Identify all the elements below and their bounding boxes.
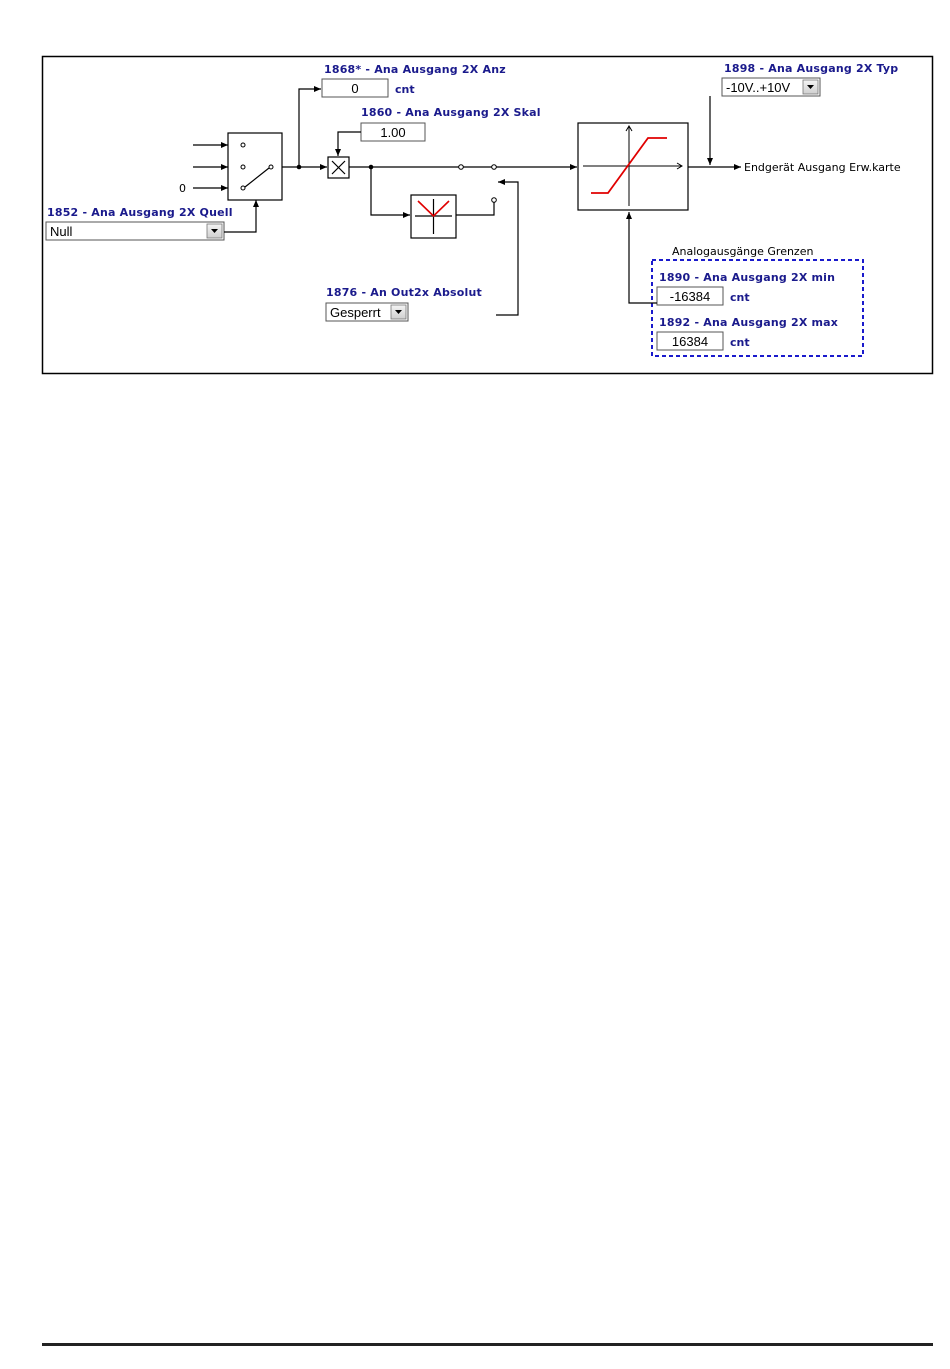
source-select[interactable]: [46, 222, 224, 240]
limit-min-input[interactable]: [657, 287, 723, 305]
chevron-down-icon[interactable]: [803, 80, 818, 94]
chevron-down-icon[interactable]: [391, 305, 406, 319]
absolute-select-value: Gesperrt: [330, 305, 381, 320]
scale-label: 1860 - Ana Ausgang 2X Skal: [361, 106, 541, 119]
abs-v-icon: [411, 195, 456, 238]
footer-rule: [42, 1343, 933, 1346]
display-unit: cnt: [395, 83, 415, 96]
scale-input[interactable]: [361, 123, 425, 141]
output-label: Endgerät Ausgang Erw.karte: [744, 161, 901, 174]
scale-value: 1.00: [380, 125, 406, 140]
display-label: 1868* - Ana Ausgang 2X Anz: [324, 63, 506, 76]
limit-max-unit: cnt: [730, 336, 750, 349]
source-select-value: Null: [50, 224, 73, 239]
absolute-select[interactable]: [326, 303, 408, 321]
limit-min-value: -16384: [669, 289, 711, 304]
chevron-down-icon[interactable]: [207, 224, 222, 238]
type-select[interactable]: [722, 78, 820, 96]
source-label: 1852 - Ana Ausgang 2X Quell: [47, 206, 233, 219]
multiply-icon: [328, 157, 349, 178]
source-switch: [193, 133, 282, 200]
limits-title: Analogausgänge Grenzen: [672, 245, 814, 258]
limiter-curve-icon: [578, 123, 688, 210]
limit-min-unit: cnt: [730, 291, 750, 304]
limit-max-value: 16384: [671, 334, 709, 349]
absolute-label: 1876 - An Out2x Absolut: [326, 286, 482, 299]
limit-max-label: 1892 - Ana Ausgang 2X max: [659, 316, 839, 329]
limit-min-label: 1890 - Ana Ausgang 2X min: [659, 271, 836, 284]
zero-input-label: 0: [179, 182, 186, 195]
type-select-value: -10V..+10V: [726, 80, 791, 95]
display-field: [322, 79, 388, 97]
type-label: 1898 - Ana Ausgang 2X Typ: [724, 62, 899, 75]
limit-max-input[interactable]: [657, 332, 723, 350]
display-value: 0: [351, 81, 359, 96]
